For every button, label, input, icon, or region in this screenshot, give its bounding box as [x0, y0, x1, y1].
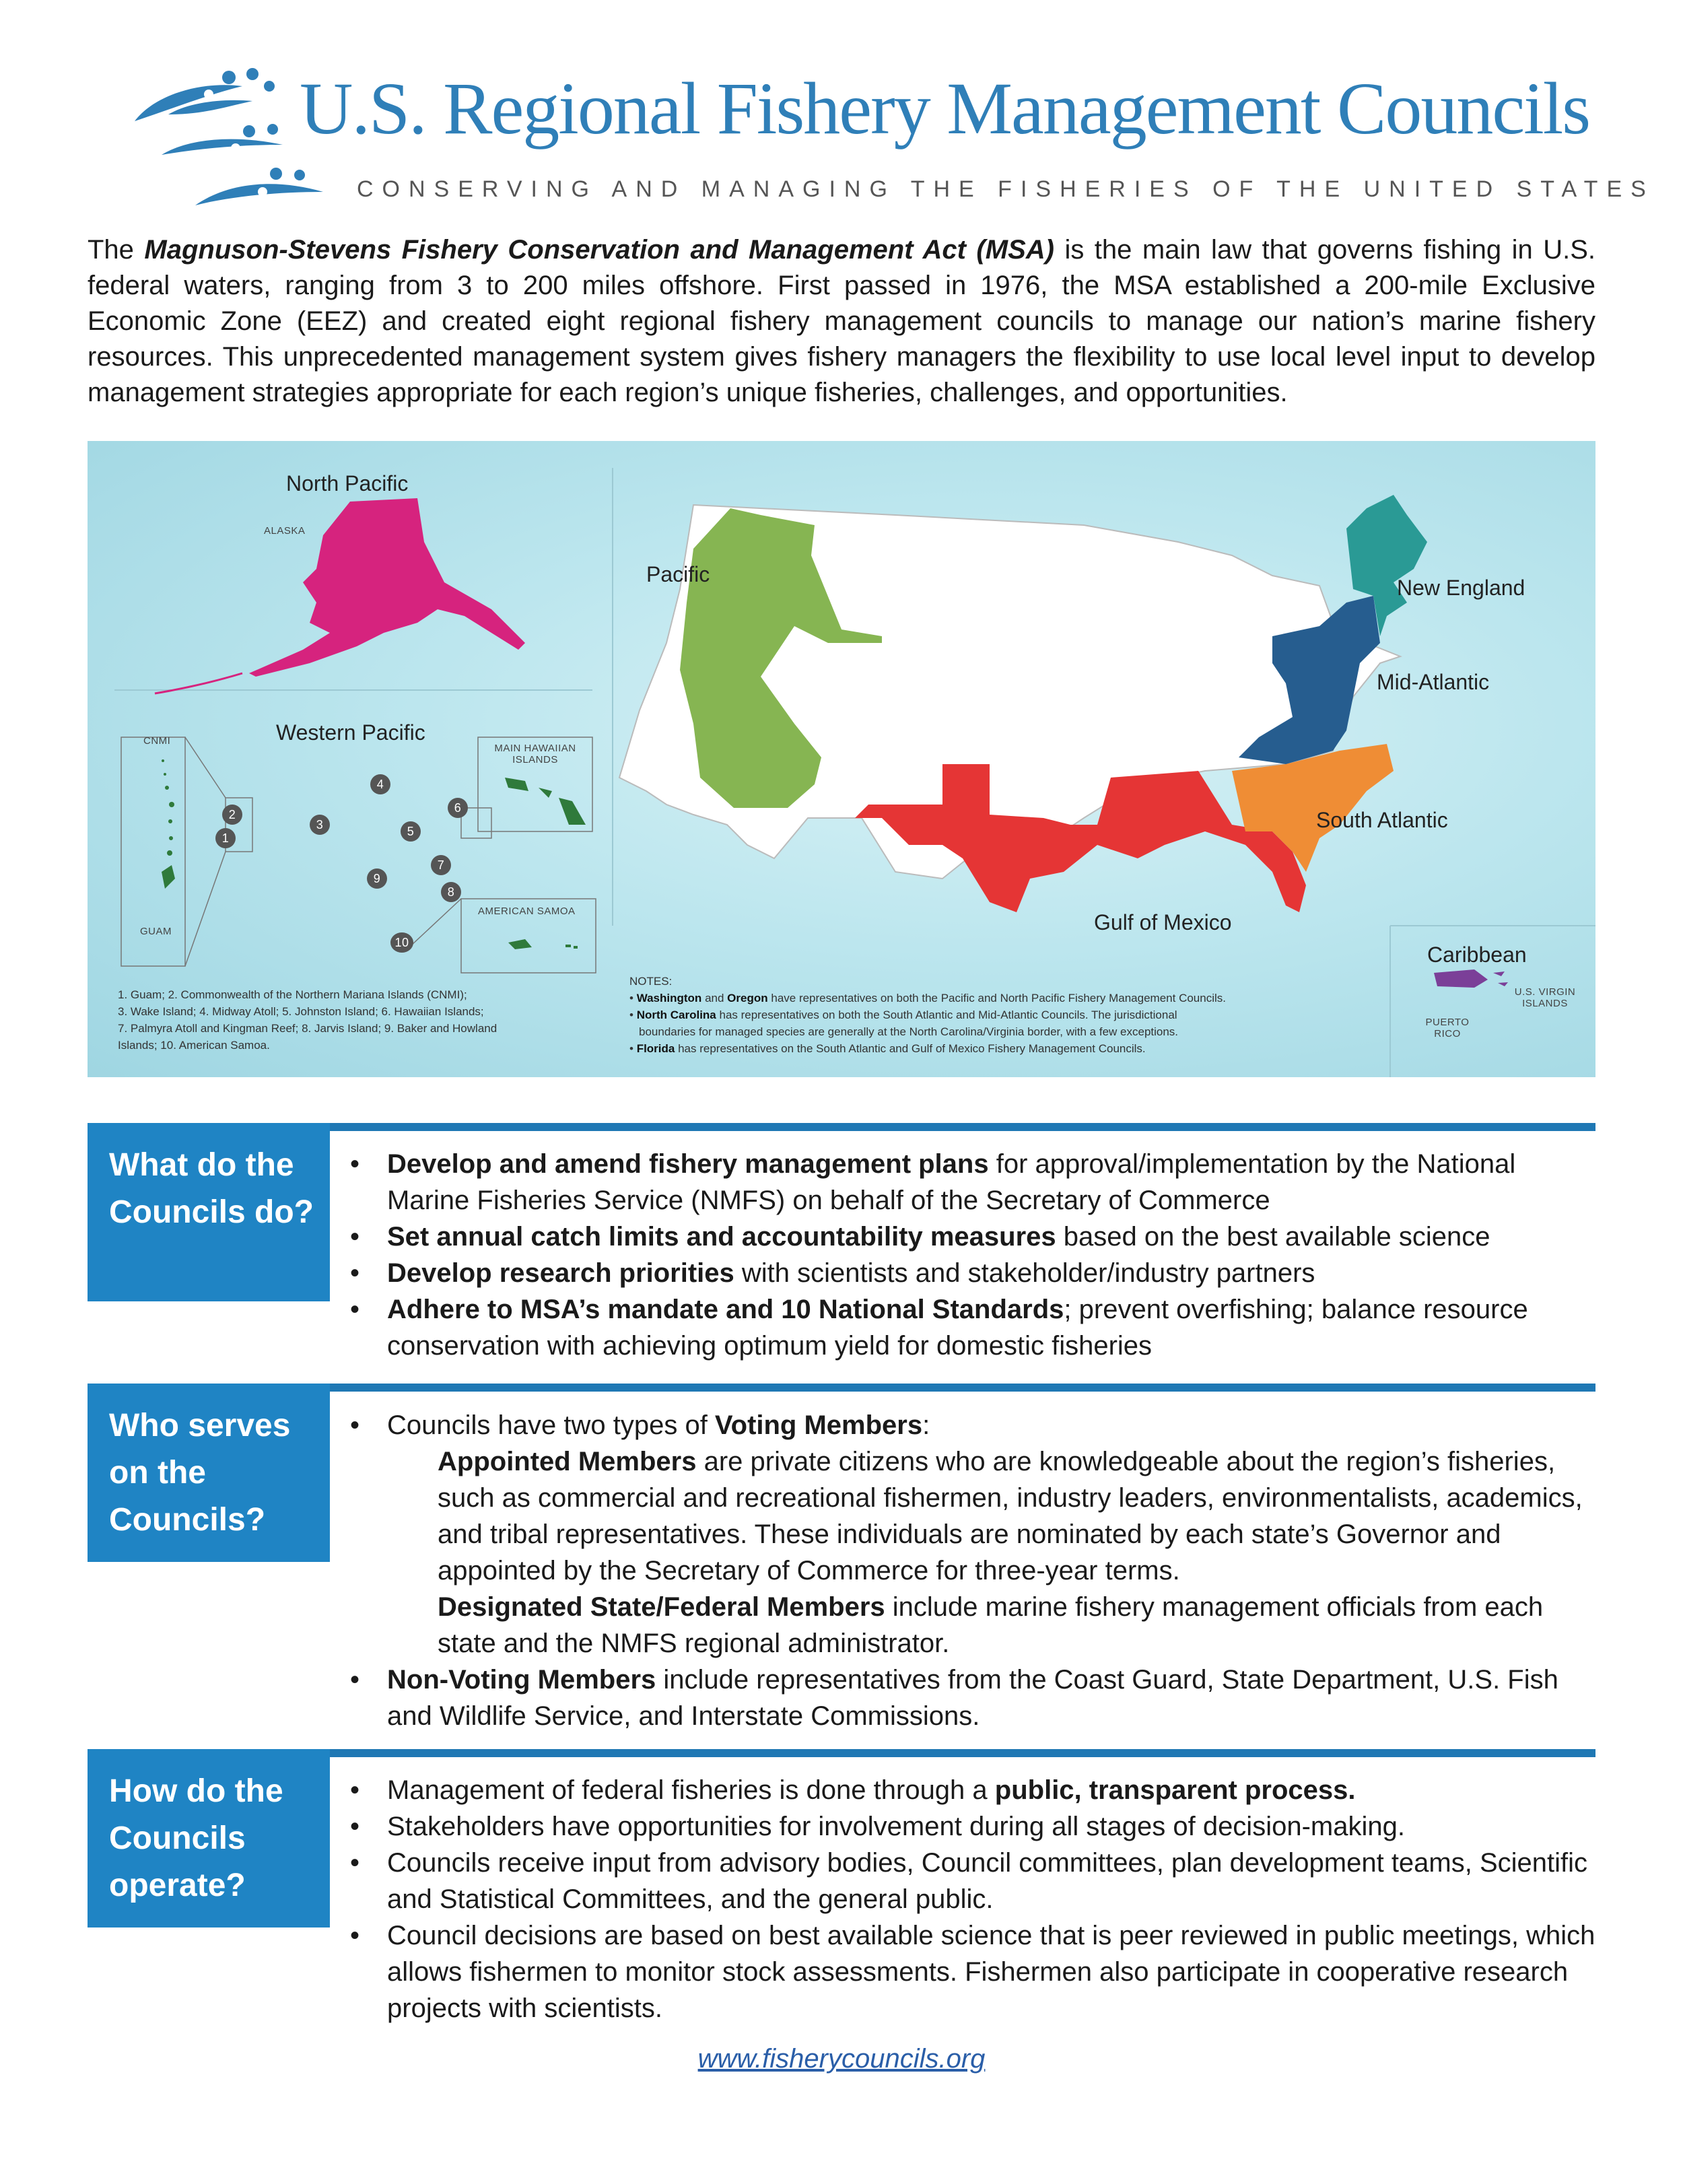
section-who-list [350, 1407, 1595, 1734]
label-main-hawaiian [485, 743, 586, 765]
label-puerto-rico [1424, 1017, 1471, 1039]
item-text: : [922, 1410, 930, 1440]
note-3-florida: Florida [636, 1042, 675, 1055]
map-marker: 6 [448, 798, 468, 818]
item-bold: Non-Voting Members [387, 1665, 656, 1695]
label-guam: GUAM [140, 926, 172, 937]
map-marker: 7 [431, 855, 451, 875]
section-how-list [350, 1772, 1595, 2026]
section-what-title [88, 1123, 330, 1301]
legend-line: 7. Palmyra Atoll and Kingman Reef; 8. Jarvis Island; 9. Baker and Howland [118, 1022, 497, 1035]
act-name: Magnuson-Stevens Fishery Conservation and Management Act (MSA) [144, 235, 1054, 265]
sub-bold: Appointed Members [438, 1447, 697, 1476]
section-what-title-line: Councils do? [109, 1194, 314, 1230]
list-item [350, 1772, 1595, 1808]
note-1-text: have representatives on both the Pacific and North Pacific Fishery Management Councils. [771, 992, 1226, 1004]
page-title: U.S. Regional Fishery Management Councils [300, 67, 1590, 149]
legend-line: 1. Guam; 2. Commonwealth of the Northern Mariana Islands (CNMI); [118, 988, 467, 1001]
list-item [350, 1291, 1595, 1364]
list-item [350, 1146, 1595, 1219]
label-south-atlantic: South Atlantic [1316, 808, 1448, 832]
item-bold: Voting Members [714, 1410, 923, 1440]
map-marker: 1 [215, 828, 236, 848]
item-bold: Set annual catch limits and accountability measures [387, 1222, 1056, 1252]
label-western-pacific: Western Pacific [276, 720, 425, 745]
list-item: • Stakeholders have opportunities for involvement during all stages of decision-making. [350, 1808, 1595, 1845]
note-1-washington: Washington [636, 992, 702, 1004]
item-text: ; prevent overfishing; balance resource conservation with achieving optimum yield for domestic fisheries [387, 1295, 1528, 1361]
label-usvi [1508, 986, 1582, 1009]
section-how-title [88, 1749, 330, 1927]
sub-item [350, 1443, 1595, 1589]
label-cnmi: CNMI [143, 735, 171, 747]
intro-body: is the main law that governs fishing in U.S. federal waters, ranging from 3 to 200 miles offshore. First passed in 1976, the MSA established a 200-mile Exclusive Economic Zone (EEZ) and created eight regional fishery management councils to manage our nation’s marine fishery resources. This unprecedented management system gives fishery managers the flexibility to use local level input to develop management strategies appropriate for each region’s unique fisheries, challenges, and opportunities. [88, 235, 1596, 407]
council-regions-map [88, 441, 1595, 1077]
section-how-title-line: Councils [109, 1820, 246, 1856]
label-puerto-rico-2: RICO [1434, 1028, 1461, 1039]
item-text: Management of federal fisheries is done through a [387, 1775, 995, 1805]
label-north-pacific: North Pacific [286, 471, 409, 496]
label-alaska: ALASKA [264, 525, 306, 537]
note-2: • North Carolina has representatives on both the South Atlantic and Mid-Atlantic Councils. The jurisdictional [629, 1009, 1177, 1021]
usvi-shape [1493, 971, 1508, 986]
legend-line: 3. Wake Island; 4. Midway Atoll; 5. Johnston Island; 6. Hawaiian Islands; [118, 1005, 484, 1018]
label-caribbean: Caribbean [1427, 943, 1527, 967]
section-how-title-line: How do the [109, 1773, 283, 1809]
map-marker: 10 [390, 932, 413, 953]
item-bold: public, transparent process. [994, 1775, 1356, 1805]
label-usvi-1: U.S. VIRGIN [1514, 986, 1576, 998]
item-text: based on the best available science [1056, 1222, 1490, 1252]
map-marker: 5 [401, 821, 421, 842]
section-who-title-line: Who serves [109, 1408, 291, 1443]
label-usvi-2: ISLANDS [1522, 998, 1568, 1009]
section-who-title [88, 1384, 330, 1562]
section-what-list [350, 1146, 1595, 1364]
item-text: Councils have two types of [387, 1410, 715, 1440]
notes-heading: NOTES: [629, 975, 673, 988]
note-2-north-carolina: North Carolina [636, 1009, 716, 1021]
tagline: CONSERVING AND MANAGING THE FISHERIES OF THE UNITED STATES [357, 176, 1655, 202]
sub-text: include marine fishery management officials from each state and the NMFS regional administrator. [438, 1592, 1544, 1658]
note-2-cont: boundaries for managed species are generally at the North Carolina/Virginia border, with a few exceptions. [639, 1025, 1179, 1038]
intro-paragraph [88, 232, 1595, 411]
map-marker: 3 [310, 815, 330, 835]
list-item: • Council decisions are based on best available science that is peer reviewed in public meetings, which allows fishermen to monitor stock assessments. Fishermen also participate in cooperative research projects with scientists. [350, 1917, 1595, 2026]
section-who-title-line: Councils? [109, 1502, 266, 1538]
website-link[interactable]: www.fisherycouncils.org [697, 2044, 986, 2074]
intro-lead: The [88, 235, 134, 265]
item-bold: Adhere to MSA’s mandate and 10 National Standards [387, 1295, 1064, 1324]
note-1-and: and [705, 992, 724, 1004]
list-item [350, 1219, 1595, 1255]
note-2-text: has representatives on both the South Atlantic and Mid-Atlantic Councils. The jurisdictional [719, 1009, 1177, 1021]
label-main-hawaiian-2: ISLANDS [512, 754, 558, 765]
item-bold: Develop research priorities [387, 1258, 734, 1288]
label-puerto-rico-1: PUERTO [1425, 1017, 1470, 1028]
councils-logo [128, 67, 323, 222]
item-text: for approval/implementation by the National Marine Fisheries Service (NMFS) on behalf of the Secretary of Commerce [387, 1149, 1516, 1215]
island-legend [118, 986, 589, 1054]
sub-text: are private citizens who are knowledgeable about the region’s fisheries, such as commercial and recreational fishermen, industry leaders, environmentalists, academics, and tribal representatives. These individuals are nominated by each state’s Governor and appointed by the Secretary of Commerce for three-year terms. [438, 1447, 1583, 1585]
item-text: include representatives from the Coast Guard, State Department, U.S. Fish and Wildlife Service, and Interstate Commissions. [387, 1665, 1558, 1731]
sub-item [350, 1589, 1595, 1662]
label-new-england: New England [1397, 576, 1525, 600]
label-mid-atlantic: Mid-Atlantic [1377, 670, 1490, 694]
item-bold: Develop and amend fishery management plans [387, 1149, 989, 1179]
note-3: • Florida has representatives on the South Atlantic and Gulf of Mexico Fishery Management Councils. [629, 1042, 1146, 1055]
map-marker: 9 [367, 868, 387, 889]
sub-bold: Designated State/Federal Members [438, 1592, 885, 1622]
note-1: • Washington and Oregon have representatives on both the Pacific and North Pacific Fishery Management Councils. [629, 992, 1226, 1004]
section-who-title-line: on the [109, 1455, 206, 1491]
label-main-hawaiian-1: MAIN HAWAIIAN [494, 743, 576, 754]
map-marker: 8 [441, 882, 461, 902]
map-marker: 4 [370, 774, 390, 794]
puerto-rico-shape [1434, 969, 1488, 988]
list-item: • Councils receive input from advisory bodies, Council committees, plan development teams, Scientific and Statistical Committees, and the general public. [350, 1845, 1595, 1917]
label-gulf-of-mexico: Gulf of Mexico [1094, 910, 1232, 934]
map-marker: 2 [222, 805, 242, 825]
section-what-title-line: What do the [109, 1147, 294, 1183]
label-american-samoa: AMERICAN SAMOA [478, 906, 576, 917]
label-pacific: Pacific [646, 562, 710, 586]
map-notes [629, 973, 1397, 1057]
item-text: with scientists and stakeholder/industry partners [734, 1258, 1315, 1288]
legend-line: Islands; 10. American Samoa. [118, 1039, 270, 1052]
note-3-text: has representatives on the South Atlantic and Gulf of Mexico Fishery Management Councils. [678, 1042, 1146, 1055]
list-item [350, 1662, 1595, 1734]
section-how-title-line: operate? [109, 1868, 246, 1903]
note-1-oregon: Oregon [727, 992, 768, 1004]
list-item [350, 1407, 1595, 1443]
list-item [350, 1255, 1595, 1291]
